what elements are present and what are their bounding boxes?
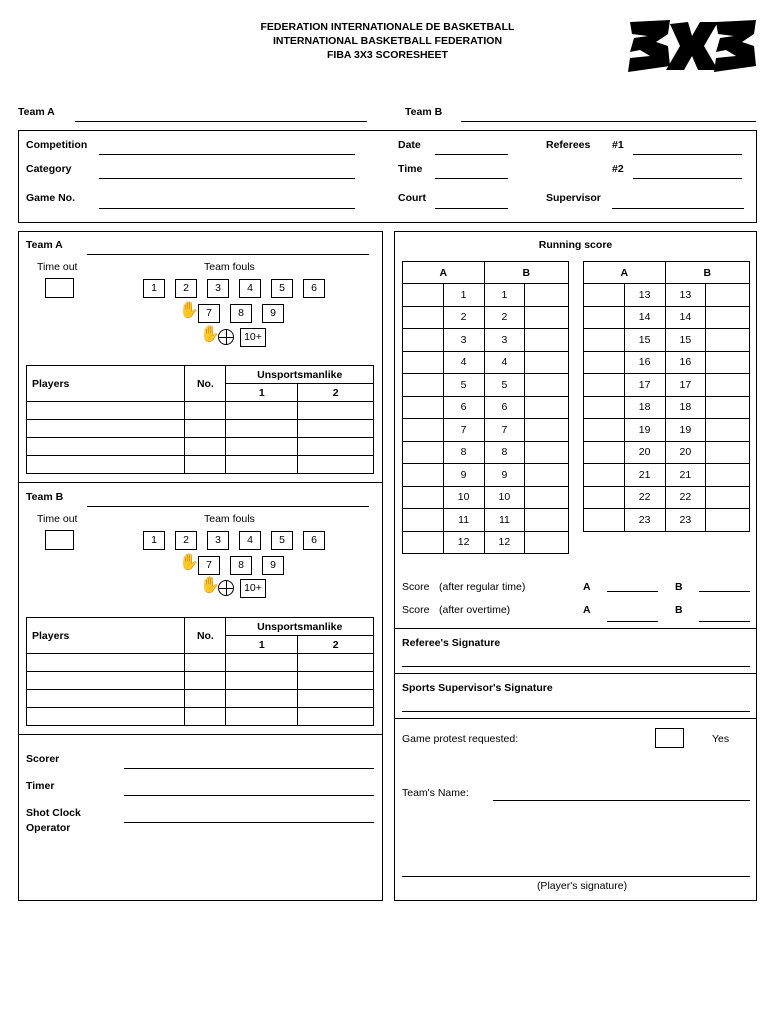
team-a-label: Team A: [18, 106, 55, 118]
table-row[interactable]: [27, 690, 374, 708]
table-row[interactable]: [27, 438, 374, 456]
divider: [394, 718, 757, 719]
unsportsmanlike-1-header: 1: [226, 636, 298, 654]
panel-team-a-label: Team A: [26, 239, 63, 251]
col-a-header: A: [584, 262, 666, 284]
score-a-mark-cell[interactable]: [403, 531, 444, 554]
players-header: Players: [27, 366, 185, 402]
supervisor-field[interactable]: [612, 208, 744, 209]
time-field[interactable]: [435, 178, 508, 179]
competition-label: Competition: [26, 139, 88, 151]
score-a-mark-cell[interactable]: [584, 329, 625, 352]
competition-field[interactable]: [99, 154, 355, 155]
table-row: [403, 419, 569, 442]
score-overtime-a-label: A: [583, 604, 591, 616]
no-header: No.: [185, 618, 226, 654]
table-row: [403, 531, 569, 554]
team-a-foul-7[interactable]: 7: [198, 304, 220, 323]
running-score-title: Running score: [538, 239, 613, 251]
score-b-mark-cell[interactable]: [706, 419, 750, 442]
player-signature-label: (Player's signature): [536, 880, 628, 892]
score-a-number[interactable]: 23: [624, 509, 665, 532]
score-a-number[interactable]: 17: [624, 374, 665, 397]
basketball-icon: [218, 329, 234, 345]
score-a-number[interactable]: 6: [443, 396, 484, 419]
table-row[interactable]: [27, 402, 374, 420]
table-row: [403, 509, 569, 532]
shot-clock-field[interactable]: [124, 822, 374, 823]
table-row: [403, 441, 569, 464]
team-b-time-out-box[interactable]: [45, 530, 74, 550]
score-a-number[interactable]: 8: [443, 441, 484, 464]
court-field[interactable]: [435, 208, 508, 209]
score-b-mark-cell[interactable]: [525, 441, 569, 464]
scorer-field[interactable]: [124, 768, 374, 769]
score-b-mark-cell[interactable]: [706, 374, 750, 397]
teams-name-field[interactable]: [493, 800, 750, 801]
score-a-mark-cell[interactable]: [584, 284, 625, 307]
table-row: [403, 284, 569, 307]
score-a-mark-cell[interactable]: [403, 464, 444, 487]
officials-divider: [18, 734, 383, 735]
table-row: [584, 464, 750, 487]
players-header: Players: [27, 618, 185, 654]
score-b-number[interactable]: 12: [484, 531, 525, 554]
team-b-time-out-label: Time out: [37, 513, 78, 525]
score-b-mark-cell[interactable]: [706, 486, 750, 509]
timer-label: Timer: [26, 780, 55, 792]
category-field[interactable]: [99, 178, 355, 179]
score-b-number[interactable]: 3: [484, 329, 525, 352]
supervisor-signature-field[interactable]: [402, 711, 750, 712]
divider: [394, 628, 757, 629]
table-row[interactable]: [27, 654, 374, 672]
team-b-foul-6[interactable]: 6: [303, 531, 325, 550]
score-overtime-label: Score: [402, 604, 430, 616]
team-b-players-table: [26, 617, 374, 726]
score-a-mark-cell[interactable]: [584, 374, 625, 397]
score-a-number[interactable]: 2: [443, 306, 484, 329]
score-a-number[interactable]: 4: [443, 351, 484, 374]
panel-team-a-name-field[interactable]: [87, 254, 369, 255]
score-b-number[interactable]: 16: [665, 351, 706, 374]
hand-icon: ✋: [179, 302, 199, 319]
game-info-box: [18, 130, 757, 223]
score-a-number[interactable]: 19: [624, 419, 665, 442]
timer-field[interactable]: [124, 795, 374, 796]
score-b-number[interactable]: 10: [484, 486, 525, 509]
table-row: [403, 486, 569, 509]
score-b-number[interactable]: 23: [665, 509, 706, 532]
score-a-number[interactable]: 1: [443, 284, 484, 307]
score-a-number[interactable]: 15: [624, 329, 665, 352]
protest-yes-label: Yes: [712, 733, 730, 745]
score-a-number[interactable]: 21: [624, 464, 665, 487]
table-row: [584, 419, 750, 442]
score-b-number[interactable]: 14: [665, 306, 706, 329]
shot-clock-label-2: Operator: [26, 822, 71, 834]
score-a-number[interactable]: 11: [443, 509, 484, 532]
score-b-mark-cell[interactable]: [706, 329, 750, 352]
team-a-foul-4[interactable]: 4: [239, 279, 261, 298]
score-regular-b-field[interactable]: [699, 591, 750, 592]
teams-name-label: Team's Name:: [402, 787, 469, 799]
protest-requested-label: Game protest requested:: [402, 733, 519, 745]
team-b-team-fouls-label: Team fouls: [204, 513, 255, 525]
supervisor-signature-label: Sports Supervisor's Signature: [402, 682, 553, 694]
col-b-header: B: [665, 262, 750, 284]
scorer-label: Scorer: [26, 753, 60, 765]
score-b-number[interactable]: 20: [665, 441, 706, 464]
category-label: Category: [26, 163, 72, 175]
panel-team-b-name-field[interactable]: [87, 506, 369, 507]
score-a-number[interactable]: 12: [443, 531, 484, 554]
team-a-team-fouls-label: Team fouls: [204, 261, 255, 273]
score-b-number[interactable]: 13: [665, 284, 706, 307]
table-row: [584, 396, 750, 419]
score-b-mark-cell[interactable]: [706, 441, 750, 464]
team-a-foul-3[interactable]: 3: [207, 279, 229, 298]
header-line-1: FEDERATION INTERNATIONALE DE BASKETBALL: [260, 21, 515, 33]
team-b-foul-10-plus[interactable]: 10+: [240, 579, 266, 598]
score-a-number[interactable]: 7: [443, 419, 484, 442]
referee-signature-field[interactable]: [402, 666, 750, 667]
score-a-number[interactable]: 10: [443, 486, 484, 509]
score-a-number[interactable]: 18: [624, 396, 665, 419]
score-b-mark-cell[interactable]: [706, 351, 750, 374]
score-a-number[interactable]: 9: [443, 464, 484, 487]
header-line-3: FIBA 3X3 SCORESHEET: [327, 49, 448, 61]
date-field[interactable]: [435, 154, 508, 155]
score-a-mark-cell[interactable]: [403, 329, 444, 352]
score-overtime-a-field[interactable]: [607, 621, 658, 622]
court-label: Court: [398, 192, 426, 204]
table-row: [584, 374, 750, 397]
protest-yes-checkbox[interactable]: [655, 728, 684, 748]
team-a-foul-2[interactable]: 2: [175, 279, 197, 298]
score-b-number[interactable]: 1: [484, 284, 525, 307]
team-b-foul-2[interactable]: 2: [175, 531, 197, 550]
referee-signature-label: Referee's Signature: [402, 637, 501, 649]
score-regular-note: (after regular time): [439, 581, 526, 593]
score-b-number[interactable]: 19: [665, 419, 706, 442]
score-overtime-note: (after overtime): [439, 604, 511, 616]
score-b-number[interactable]: 9: [484, 464, 525, 487]
team-a-foul-9[interactable]: 9: [262, 304, 284, 323]
col-b-header: B: [484, 262, 569, 284]
score-regular-a-label: A: [583, 581, 591, 593]
score-a-mark-cell[interactable]: [584, 464, 625, 487]
score-b-number[interactable]: 11: [484, 509, 525, 532]
unsportsmanlike-1-header: 1: [226, 384, 298, 402]
table-row: [403, 306, 569, 329]
no-header: No.: [185, 366, 226, 402]
score-b-mark-cell[interactable]: [706, 284, 750, 307]
score-a-mark-cell[interactable]: [584, 306, 625, 329]
score-a-mark-cell[interactable]: [403, 486, 444, 509]
score-regular-a-field[interactable]: [607, 591, 658, 592]
score-b-number[interactable]: 5: [484, 374, 525, 397]
time-label: Time: [398, 163, 423, 175]
table-row: [584, 284, 750, 307]
score-a-mark-cell[interactable]: [403, 419, 444, 442]
table-row: [403, 464, 569, 487]
score-b-mark-cell[interactable]: [525, 351, 569, 374]
score-b-number[interactable]: 6: [484, 396, 525, 419]
score-b-number[interactable]: 7: [484, 419, 525, 442]
team-a-foul-5[interactable]: 5: [271, 279, 293, 298]
shot-clock-label-1: Shot Clock: [26, 807, 81, 819]
team-b-foul-5[interactable]: 5: [271, 531, 293, 550]
team-a-time-out-box[interactable]: [45, 278, 74, 298]
score-b-mark-cell[interactable]: [525, 531, 569, 554]
score-b-mark-cell[interactable]: [525, 329, 569, 352]
score-b-number[interactable]: 15: [665, 329, 706, 352]
game-no-label: Game No.: [26, 192, 76, 204]
score-a-number[interactable]: 14: [624, 306, 665, 329]
panel-team-b-label: Team B: [26, 491, 64, 503]
team-a-foul-10-plus[interactable]: 10+: [240, 328, 266, 347]
score-b-number[interactable]: 18: [665, 396, 706, 419]
table-row: [584, 509, 750, 532]
referee-2-field[interactable]: [633, 178, 742, 179]
score-overtime-b-label: B: [675, 604, 683, 616]
basketball-icon: [218, 580, 234, 596]
team-a-time-out-label: Time out: [37, 261, 78, 273]
table-row: [403, 329, 569, 352]
score-a-number[interactable]: 22: [624, 486, 665, 509]
score-b-number[interactable]: 4: [484, 351, 525, 374]
team-a-foul-1[interactable]: 1: [143, 279, 165, 298]
score-a-mark-cell[interactable]: [403, 441, 444, 464]
score-a-mark-cell[interactable]: [403, 374, 444, 397]
score-a-mark-cell[interactable]: [584, 441, 625, 464]
team-a-name-field[interactable]: [75, 121, 367, 122]
score-a-mark-cell[interactable]: [403, 351, 444, 374]
score-a-mark-cell[interactable]: [584, 351, 625, 374]
game-no-field[interactable]: [99, 208, 355, 209]
score-b-mark-cell[interactable]: [525, 284, 569, 307]
score-a-mark-cell[interactable]: [584, 509, 625, 532]
team-b-foul-4[interactable]: 4: [239, 531, 261, 550]
score-a-mark-cell[interactable]: [403, 396, 444, 419]
score-overtime-b-field[interactable]: [699, 621, 750, 622]
score-a-mark-cell[interactable]: [403, 306, 444, 329]
fiba-3x3-logo: [624, 14, 758, 76]
table-row[interactable]: [27, 708, 374, 726]
team-a-foul-6[interactable]: 6: [303, 279, 325, 298]
unsportsmanlike-2-header: 2: [298, 636, 374, 654]
score-b-number[interactable]: 22: [665, 486, 706, 509]
referee-2-label: #2: [612, 163, 624, 175]
player-signature-field[interactable]: [402, 876, 750, 877]
score-b-number[interactable]: 17: [665, 374, 706, 397]
team-divider: [18, 482, 383, 483]
team-b-foul-9[interactable]: 9: [262, 556, 284, 575]
score-regular-b-label: B: [675, 581, 683, 593]
unsportsmanlike-2-header: 2: [298, 384, 374, 402]
table-row: [584, 351, 750, 374]
unsportsmanlike-header: Unsportsmanlike: [226, 618, 374, 636]
score-a-mark-cell[interactable]: [403, 509, 444, 532]
date-label: Date: [398, 139, 421, 151]
unsportsmanlike-header: Unsportsmanlike: [226, 366, 374, 384]
team-a-foul-8[interactable]: 8: [230, 304, 252, 323]
score-b-mark-cell[interactable]: [525, 464, 569, 487]
hand-icon: ✋: [200, 577, 220, 594]
referee-1-field[interactable]: [633, 154, 742, 155]
score-b-mark-cell[interactable]: [706, 306, 750, 329]
score-b-mark-cell[interactable]: [706, 396, 750, 419]
team-b-foul-1[interactable]: 1: [143, 531, 165, 550]
table-row: [584, 486, 750, 509]
running-score-table-right: [583, 261, 750, 532]
divider: [394, 673, 757, 674]
hand-icon: ✋: [200, 326, 220, 343]
score-b-number[interactable]: 8: [484, 441, 525, 464]
score-a-number[interactable]: 16: [624, 351, 665, 374]
score-b-mark-cell[interactable]: [525, 306, 569, 329]
team-b-foul-8[interactable]: 8: [230, 556, 252, 575]
score-a-number[interactable]: 13: [624, 284, 665, 307]
score-a-number[interactable]: 5: [443, 374, 484, 397]
score-b-number[interactable]: 21: [665, 464, 706, 487]
table-row: [584, 306, 750, 329]
hand-icon: ✋: [179, 554, 199, 571]
table-row: [403, 351, 569, 374]
score-a-number[interactable]: 3: [443, 329, 484, 352]
score-a-mark-cell[interactable]: [584, 486, 625, 509]
score-a-mark-cell[interactable]: [403, 284, 444, 307]
score-b-mark-cell[interactable]: [706, 464, 750, 487]
table-row[interactable]: [27, 420, 374, 438]
score-a-number[interactable]: 20: [624, 441, 665, 464]
team-b-foul-3[interactable]: 3: [207, 531, 229, 550]
referees-label: Referees: [546, 139, 591, 151]
table-row[interactable]: [27, 456, 374, 474]
score-b-mark-cell[interactable]: [706, 509, 750, 532]
score-b-mark-cell[interactable]: [525, 486, 569, 509]
team-b-foul-7[interactable]: 7: [198, 556, 220, 575]
header-line-2: INTERNATIONAL BASKETBALL FEDERATION: [272, 35, 503, 47]
supervisor-label: Supervisor: [546, 192, 601, 204]
score-regular-label: Score: [402, 581, 430, 593]
table-row: [584, 441, 750, 464]
running-score-table-left: [402, 261, 569, 554]
table-row[interactable]: [27, 672, 374, 690]
referee-1-label: #1: [612, 139, 624, 151]
team-b-label: Team B: [405, 106, 443, 118]
score-b-mark-cell[interactable]: [525, 419, 569, 442]
score-b-number[interactable]: 2: [484, 306, 525, 329]
score-b-mark-cell[interactable]: [525, 509, 569, 532]
col-a-header: A: [403, 262, 485, 284]
score-a-mark-cell[interactable]: [584, 419, 625, 442]
table-row: [403, 374, 569, 397]
table-row: [403, 396, 569, 419]
score-a-mark-cell[interactable]: [584, 396, 625, 419]
table-row: [584, 329, 750, 352]
score-b-mark-cell[interactable]: [525, 396, 569, 419]
team-a-players-table: [26, 365, 374, 474]
score-b-mark-cell[interactable]: [525, 374, 569, 397]
team-b-name-field[interactable]: [461, 121, 756, 122]
